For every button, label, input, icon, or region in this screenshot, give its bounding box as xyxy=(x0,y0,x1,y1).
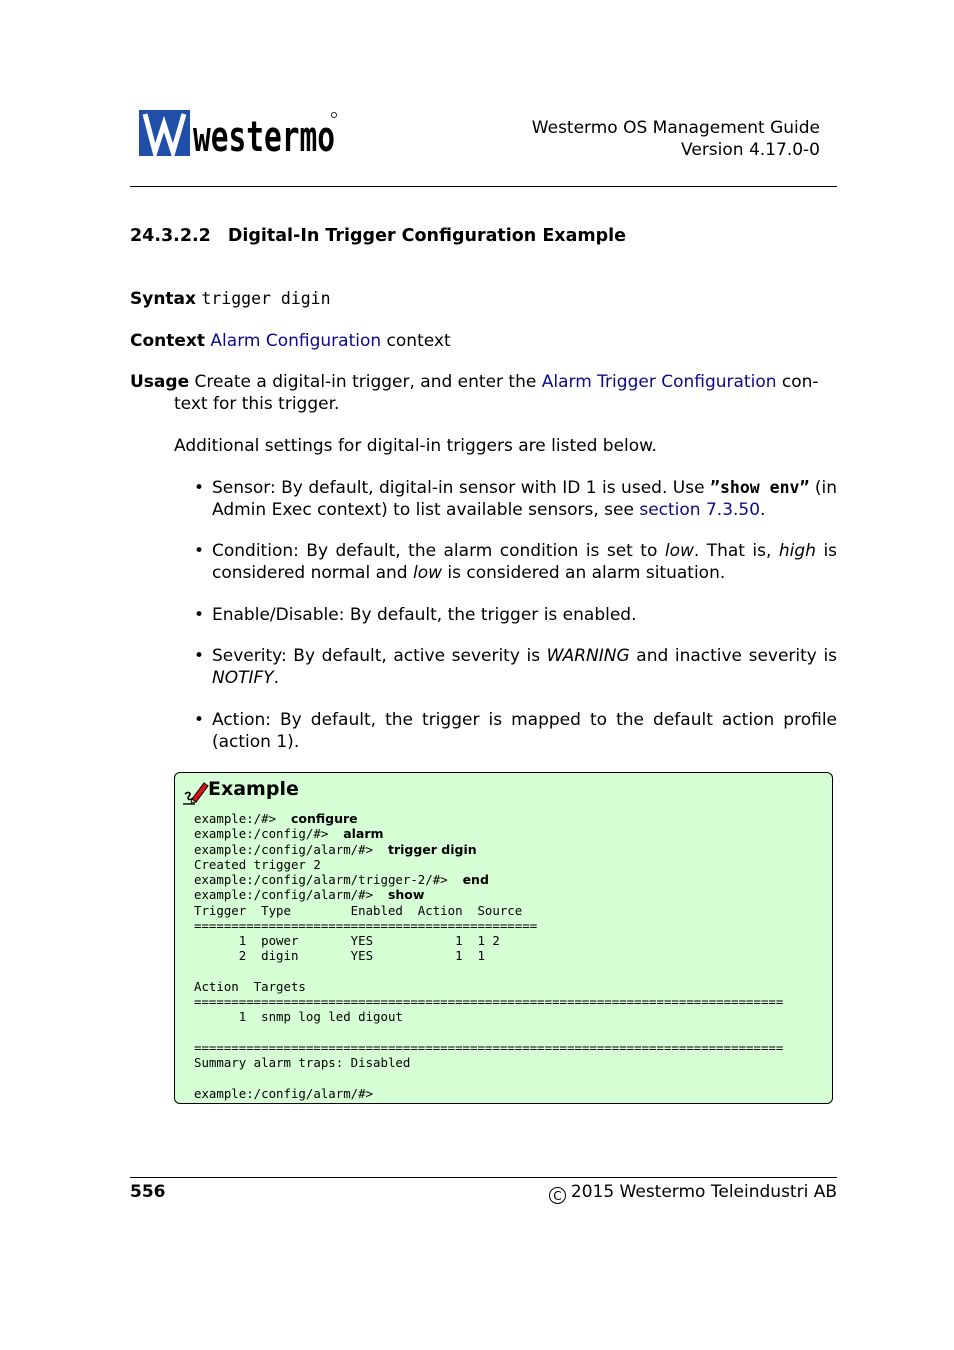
list-item-severity: • Severity: By default, active severity is WARNING and inactive severity is NOTIFY. xyxy=(194,646,838,688)
usage-label: Usage xyxy=(130,372,190,392)
list-item-condition: • Condition: By default, the alarm condition is set to low. That is, high is considered normal and low is considered an alarm situation. xyxy=(194,541,838,583)
syntax-command: trigger digin xyxy=(201,289,331,308)
sensor-section-link[interactable]: section 7.3.50 xyxy=(639,500,761,520)
bullet-icon: • xyxy=(194,605,205,625)
code-line: 1 power YES 1 1 2 xyxy=(194,933,500,948)
sensor-command: ”show env” xyxy=(710,478,810,497)
guide-title: Westermo OS Management Guide xyxy=(531,118,820,138)
footer-copyright xyxy=(549,1182,837,1204)
condition-high: high xyxy=(778,541,816,561)
code-line: Action Targets xyxy=(194,978,306,994)
code-line xyxy=(194,1025,783,1040)
bullet-icon: • xyxy=(194,710,205,730)
example-code xyxy=(194,811,783,1101)
list-item-sensor: • Sensor: By default, digital-in sensor with ID 1 is used. Use ”show env” (in Admin Exec context) to list available sensors, see section 7.3.50. xyxy=(194,478,837,520)
header-info xyxy=(532,117,820,161)
usage-text-after: con- xyxy=(781,372,819,392)
usage-text: Create a digital-in trigger, and enter the xyxy=(194,372,537,392)
copyright-icon: C xyxy=(549,1187,566,1204)
bullet-icon: • xyxy=(194,541,205,561)
usage-link[interactable]: Alarm Trigger Configuration xyxy=(541,372,777,392)
code-prompt: example:/#> xyxy=(194,811,291,826)
context-label: Context xyxy=(130,331,206,351)
usage-block xyxy=(130,371,837,415)
pencil-note-icon xyxy=(182,780,210,806)
code-line: 1 snmp log led digout xyxy=(194,1009,403,1025)
context-suffix: context xyxy=(386,331,451,351)
code-line: Trigger Type Enabled Action Source xyxy=(194,902,523,918)
code-prompt: example:/config/#> xyxy=(194,826,344,842)
syntax-label: Syntax xyxy=(130,289,196,309)
code-line xyxy=(194,842,783,857)
code-line xyxy=(194,811,783,826)
page-number: 556 xyxy=(130,1182,166,1202)
code-command: trigger digin xyxy=(387,841,477,857)
sensor-text: Sensor: By default, digital-in sensor with ID 1 is used. Use xyxy=(212,478,705,498)
code-line xyxy=(194,964,783,979)
usage-line-2: text for this trigger. xyxy=(174,394,340,414)
example-box xyxy=(174,772,833,1104)
code-command: show xyxy=(387,887,425,903)
code-line: example:/config/alarm/#> xyxy=(194,1085,374,1101)
context-line xyxy=(130,330,837,352)
severity-notify: NOTIFY xyxy=(212,668,274,688)
list-item-enable: • Enable/Disable: By default, the trigger is enabled. xyxy=(194,605,637,625)
code-line: =============================================================================== xyxy=(194,994,784,1009)
code-command: end xyxy=(462,872,489,887)
example-title: Example xyxy=(208,778,299,800)
sensor-text-2: (in Admin Exec context) to list available sensors, see xyxy=(212,478,837,520)
guide-version: Version 4.17.0-0 xyxy=(681,140,820,160)
section-heading xyxy=(130,226,626,246)
syntax-line xyxy=(130,288,837,310)
header-divider xyxy=(130,186,837,187)
code-line xyxy=(194,872,783,887)
section-title: Digital-In Trigger Configuration Example xyxy=(227,226,627,246)
list-item-action: • Action: By default, the trigger is mapped to the default action profile (action 1). xyxy=(194,710,837,752)
code-prompt: example:/config/alarm/trigger-2/#> xyxy=(194,872,463,887)
code-line: Created trigger 2 xyxy=(194,856,321,872)
westermo-logo xyxy=(139,110,339,161)
code-command: configure xyxy=(290,811,358,826)
code-line xyxy=(194,1070,783,1085)
copyright-text: 2015 Westermo Teleindustri AB xyxy=(570,1182,837,1202)
section-number: 24.3.2.2 xyxy=(130,226,211,246)
code-command: alarm xyxy=(343,826,384,842)
condition-low: low xyxy=(664,541,694,561)
code-line xyxy=(194,887,783,902)
footer-divider xyxy=(130,1177,837,1178)
code-prompt: example:/config/alarm/#> xyxy=(194,841,388,857)
usage-line-1 xyxy=(130,371,837,393)
usage-additional: Additional settings for digital-in triggers are listed below. xyxy=(174,436,657,456)
code-line xyxy=(194,826,783,841)
bullet-icon: • xyxy=(194,646,205,666)
logo-wordmark: westermo xyxy=(193,112,335,161)
code-prompt: example:/config/alarm/#> xyxy=(194,887,388,903)
severity-warning: WARNING xyxy=(546,646,630,666)
code-line: 2 digin YES 1 1 xyxy=(194,948,485,964)
context-link[interactable]: Alarm Configuration xyxy=(210,331,382,351)
code-line: =============================================================================== xyxy=(194,1039,784,1055)
code-line: Summary alarm traps: Disabled xyxy=(194,1055,411,1070)
code-line: ============================================== xyxy=(194,917,538,933)
bullet-icon: • xyxy=(194,478,205,498)
